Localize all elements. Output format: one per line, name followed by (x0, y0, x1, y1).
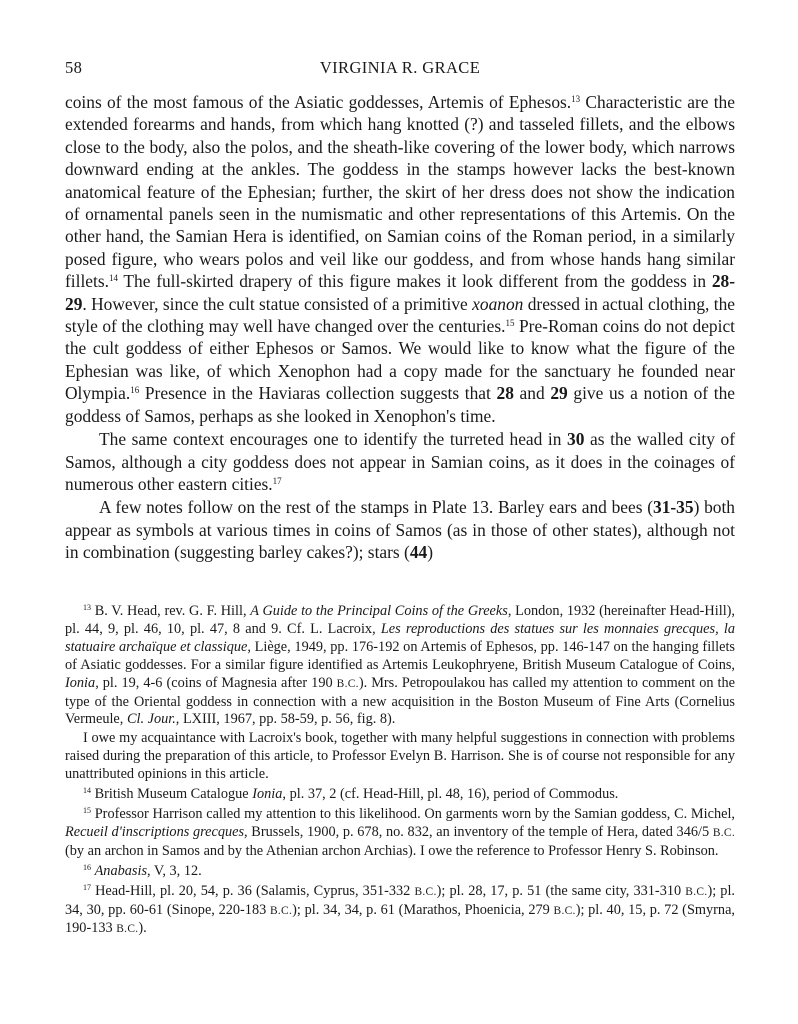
stamp-reference: 29 (550, 383, 568, 404)
book-title: A Guide to the Principal Coins of the Greeks (250, 603, 508, 619)
text-run: , V, 3, 12. (147, 862, 202, 879)
stamp-reference: 31-35 (653, 497, 694, 518)
text-run: The full-skirted drapery of this figure makes it look different from the goddess in (117, 271, 712, 292)
footnote-14 (65, 786, 735, 804)
footnote-number: 17 (83, 882, 91, 892)
text-run: ). Mrs. Petropoulakou has called my attention to comment on the type of the Oriental goddess in connection with a new acquisition in the Boston Museum of Fine Arts (Cornelius Vermeule, (65, 674, 735, 728)
text-run: Professor Harrison called my attention to this likelihood. On garments worn by the Samian goddess, C. Michel, (91, 805, 735, 822)
text-run: The same context encourages one to identify the turreted head in (99, 429, 568, 450)
era-abbrev: B.C. (712, 826, 735, 839)
stamp-reference: 44 (409, 542, 428, 563)
journal-title: Cl. Jour. (126, 711, 176, 728)
text-run: Presence in the Haviaras collection suggests that (139, 383, 497, 404)
text-run: Characteristic are the extended forearms and hands, from which hang knotted (?) and tasseled fillets, and the elbows close to the body, also the polos, and the sheath-like covering of the lower body, which narrows downward ending at the ankles. The goddess in the stamps however lacks the best-known anatomical feature of the Ephesian; further, the skirt of her dress does not show the indication of ornamental panels seen in the numismatic and other representations of this Artemis. On the other hand, the Samian Hera is identified, on Samian coins of the Roman period, in a similarly posed figure, who wears polos and veil like our goddess, and from whose hands hang similar fillets. (65, 92, 735, 292)
footnotes (65, 603, 735, 939)
text-run: Pre-Roman coins do not depict the cult goddess of either Ephesos or Samos. We would like to know what the figure of the Ephesian was like, of which Xenophon had a copy made for the sanctuary he founded near Olympia. (65, 316, 736, 404)
text-run: British Museum Catalogue (91, 786, 253, 803)
footnote-ref-13: 13 (571, 94, 581, 104)
footnote-ref-17: 17 (272, 475, 282, 486)
text-run: , LXIII, 1967, pp. 58-59, p. 56, fig. 8). (175, 711, 396, 728)
book-title: Recueil d'inscriptions grecques (65, 823, 245, 840)
footnote-ref-16: 16 (130, 385, 140, 396)
footnote-number: 16 (83, 862, 91, 872)
text-run: , Liège, 1949, pp. 176-192 on Artemis of Ephesos, pp. 146-147 on the hanging fillets of Asiatic goddesses. For a similar figure identified as Artemis Leukophryene, British Museum Catalogue of Coins, (65, 638, 735, 673)
footnote-13 (65, 603, 735, 729)
book-title: Les reproductions des statues sur les monnaies grecques, la statuaire archaïque et classique (65, 620, 735, 655)
footnote-15 (65, 806, 735, 861)
footnote-17 (65, 883, 735, 940)
text-run: and (513, 383, 551, 404)
book-title: Ionia (252, 786, 283, 803)
text-run: ); pl. 28, 17, p. 51 (the same city, 331-310 (436, 882, 686, 899)
text-run: A few notes follow on the rest of the stamps in Plate 13. Barley ears and bees ( (99, 497, 653, 518)
emphasis: xoanon (472, 293, 524, 314)
page-number: 58 (65, 58, 83, 77)
text-run: coins of the most famous of the Asiatic goddesses, Artemis of Ephesos. (65, 92, 572, 112)
paragraph-3 (65, 496, 735, 563)
paragraph-1 (65, 91, 735, 427)
stamp-reference: 28 (496, 383, 514, 404)
book-title: Ionia (65, 674, 96, 691)
text-run: ) (427, 542, 434, 563)
text-run: dressed in actual clothing, the style of the clothing may well have changed over the centuries. (65, 293, 736, 337)
paragraph-2 (65, 428, 735, 495)
era-abbrev: B.C. (553, 904, 576, 917)
footnote-number: 14 (83, 786, 91, 796)
text-run: (by an archon in Samos and by the Athenian archon Archias). I owe the reference to Professor Henry S. Robinson. (65, 842, 719, 859)
era-abbrev: B.C. (336, 677, 359, 690)
stamp-reference: 30 (567, 429, 585, 450)
footnote-16 (65, 863, 735, 881)
era-abbrev: B.C. (269, 904, 293, 917)
running-title: VIRGINIA R. GRACE (319, 58, 481, 77)
text-run: , pl. 37, 2 (cf. Head-Hill, pl. 48, 16), period of Commodus. (282, 786, 619, 803)
text-run: , pl. 19, 4-6 (coins of Magnesia after 190 (95, 674, 337, 691)
main-text (65, 91, 735, 564)
text-run: Head-Hill, pl. 20, 54, p. 36 (Salamis, Cyprus, 351-332 (91, 882, 415, 899)
footnote-number: 13 (83, 603, 91, 612)
era-abbrev: B.C. (116, 923, 139, 936)
text-run: , London, 1932 (hereinafter Head-Hill), pl. 44, 9, pl. 46, 10, pl. 47, 8 and 9. Cf. L. Lacroix, (65, 603, 736, 637)
text-run: ). (138, 920, 147, 937)
footnote-13-continuation: I owe my acquaintance with Lacroix's book, together with many helpful suggestions in connection with problems raised during the preparation of this article, to Professor Evelyn B. Harrison. She is of course not responsible for any unattributed opinions in this article. (65, 730, 735, 783)
text-run: ); pl. 34, 30, pp. 60-61 (Sinope, 220-183 (65, 882, 735, 918)
footnote-ref-15: 15 (505, 318, 515, 329)
text-run: give us a notion of the goddess of Samos, perhaps as she looked in Xenophon's time. (65, 383, 735, 426)
text-run: ) both appear as symbols at various times in coins of Samos (as in those of other states), although not in combination (suggesting barley cakes?); stars ( (65, 497, 736, 563)
footnote-number: 15 (83, 805, 91, 815)
stamp-reference: 28-29 (65, 271, 735, 314)
footnote-ref-14: 14 (108, 273, 118, 284)
text-run: , Brussels, 1900, p. 678, no. 832, an inventory of the temple of Hera, dated 346/5 (244, 823, 713, 840)
running-head (65, 58, 735, 80)
era-abbrev: B.C. (414, 885, 437, 898)
era-abbrev: B.C. (685, 885, 708, 898)
text-run: . However, since the cult statue consisted of a primitive (82, 293, 473, 314)
text-run: ); pl. 40, 15, p. 72 (Smyrna, 190-133 (65, 901, 735, 937)
text-run: B. V. Head, rev. G. F. Hill, (91, 603, 251, 619)
book-title: Anabasis (94, 862, 148, 879)
text-run: as the walled city of Samos, although a city goddess does not appear in Samian coins, as it does in the coinages of numerous other eastern cities. (65, 429, 736, 494)
text-run: ); pl. 34, 34, p. 61 (Marathos, Phoenicia, 279 (292, 901, 554, 918)
